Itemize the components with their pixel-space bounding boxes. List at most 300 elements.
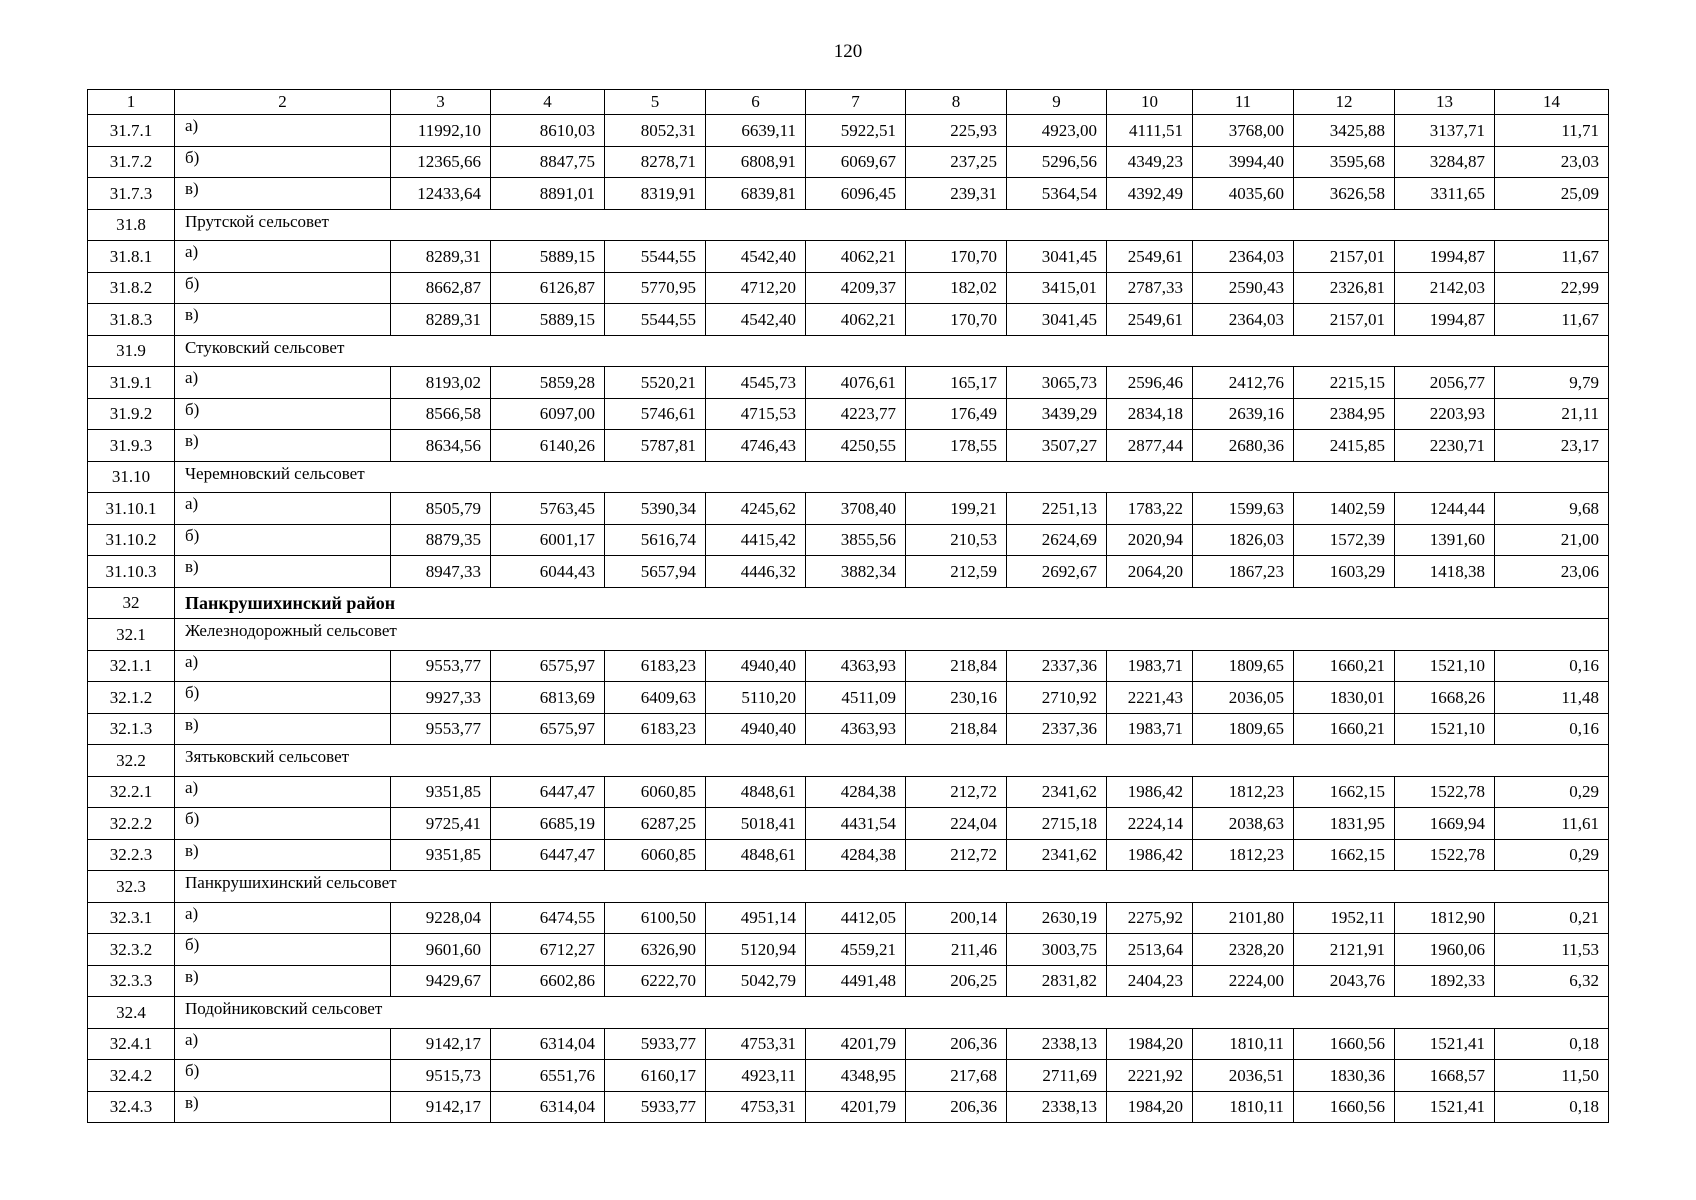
- variant-label: [175, 524, 391, 556]
- value-cell: 3882,34: [806, 556, 906, 588]
- value-cell: 2251,13: [1007, 493, 1107, 525]
- value-cell: 2337,36: [1007, 650, 1107, 682]
- value-cell: 9228,04: [391, 902, 491, 934]
- value-cell: 1984,20: [1107, 1028, 1193, 1060]
- variant-label: [175, 934, 391, 966]
- value-cell: 2121,91: [1294, 934, 1395, 966]
- value-cell: 4209,37: [806, 272, 906, 304]
- value-cell: 2549,61: [1107, 304, 1193, 336]
- table-row: [88, 934, 1609, 966]
- variant-label-text: а): [185, 1029, 199, 1049]
- value-cell: 1783,22: [1107, 493, 1193, 525]
- variant-label: [175, 902, 391, 934]
- row-number: 31.8.1: [88, 241, 175, 273]
- value-cell: 3507,27: [1007, 430, 1107, 462]
- value-cell: 1984,20: [1107, 1091, 1193, 1123]
- section-title: Прутской сельсовет: [175, 209, 1609, 241]
- value-cell: 1986,42: [1107, 839, 1193, 871]
- variant-label-text: а): [185, 903, 199, 923]
- value-cell: 4712,20: [706, 272, 806, 304]
- section-header-row: [88, 335, 1609, 367]
- value-cell: 1391,60: [1395, 524, 1495, 556]
- table-row: [88, 1091, 1609, 1123]
- value-cell: 6183,23: [605, 650, 706, 682]
- row-number: 32.3.2: [88, 934, 175, 966]
- column-number-3: 3: [391, 90, 491, 115]
- column-number-2: 2: [175, 90, 391, 115]
- value-cell: 4923,11: [706, 1060, 806, 1092]
- variant-label-text: б): [185, 683, 200, 703]
- value-cell: 4415,42: [706, 524, 806, 556]
- value-cell: 0,18: [1495, 1028, 1609, 1060]
- value-cell: 2711,69: [1007, 1060, 1107, 1092]
- section-title: Панкрушихинский сельсовет: [175, 871, 1609, 903]
- value-cell: 2834,18: [1107, 398, 1193, 430]
- value-cell: 8289,31: [391, 304, 491, 336]
- value-cell: 9927,33: [391, 682, 491, 714]
- variant-label-text: б): [185, 273, 200, 293]
- value-cell: 2549,61: [1107, 241, 1193, 273]
- table-row: [88, 430, 1609, 462]
- value-cell: 1830,01: [1294, 682, 1395, 714]
- value-cell: 5110,20: [706, 682, 806, 714]
- value-cell: 4715,53: [706, 398, 806, 430]
- value-cell: 6044,43: [491, 556, 605, 588]
- table-row: [88, 1060, 1609, 1092]
- row-number: 31.8.2: [88, 272, 175, 304]
- value-cell: 2831,82: [1007, 965, 1107, 997]
- value-cell: 2338,13: [1007, 1091, 1107, 1123]
- variant-label-text: в): [185, 966, 199, 986]
- value-cell: 9351,85: [391, 776, 491, 808]
- value-cell: 1983,71: [1107, 650, 1193, 682]
- value-cell: 5616,74: [605, 524, 706, 556]
- value-cell: 9429,67: [391, 965, 491, 997]
- value-cell: 1867,23: [1193, 556, 1294, 588]
- value-cell: 1521,10: [1395, 650, 1495, 682]
- value-cell: 4511,09: [806, 682, 906, 714]
- value-cell: 3768,00: [1193, 115, 1294, 147]
- value-cell: 8947,33: [391, 556, 491, 588]
- value-cell: 1662,15: [1294, 839, 1395, 871]
- variant-label-text: а): [185, 116, 199, 136]
- table-row: [88, 272, 1609, 304]
- variant-label: [175, 115, 391, 147]
- value-cell: 6839,81: [706, 178, 806, 210]
- row-number: 32.1.2: [88, 682, 175, 714]
- value-cell: 4062,21: [806, 241, 906, 273]
- value-cell: 2415,85: [1294, 430, 1395, 462]
- value-cell: 4848,61: [706, 839, 806, 871]
- variant-label: [175, 398, 391, 430]
- value-cell: 1830,36: [1294, 1060, 1395, 1092]
- value-cell: 4223,77: [806, 398, 906, 430]
- value-cell: 6060,85: [605, 776, 706, 808]
- value-cell: 5933,77: [605, 1091, 706, 1123]
- value-cell: 22,99: [1495, 272, 1609, 304]
- value-cell: 0,29: [1495, 776, 1609, 808]
- value-cell: 5390,34: [605, 493, 706, 525]
- row-number: 31.9.2: [88, 398, 175, 430]
- value-cell: 2056,77: [1395, 367, 1495, 399]
- section-title: Железнодорожный сельсовет: [175, 619, 1609, 651]
- value-cell: 0,21: [1495, 902, 1609, 934]
- value-cell: 8634,56: [391, 430, 491, 462]
- value-cell: 6140,26: [491, 430, 605, 462]
- value-cell: 1418,38: [1395, 556, 1495, 588]
- value-cell: 8289,31: [391, 241, 491, 273]
- value-cell: 8662,87: [391, 272, 491, 304]
- value-cell: 3855,56: [806, 524, 906, 556]
- value-cell: 2630,19: [1007, 902, 1107, 934]
- value-cell: 2877,44: [1107, 430, 1193, 462]
- value-cell: 210,53: [906, 524, 1007, 556]
- district-title: Панкрушихинский район: [175, 587, 1609, 619]
- table-row: [88, 713, 1609, 745]
- row-number: 32.3: [88, 871, 175, 903]
- value-cell: 1572,39: [1294, 524, 1395, 556]
- value-cell: 2036,05: [1193, 682, 1294, 714]
- value-cell: 1521,10: [1395, 713, 1495, 745]
- value-cell: 170,70: [906, 241, 1007, 273]
- value-cell: 2328,20: [1193, 934, 1294, 966]
- value-cell: 4491,48: [806, 965, 906, 997]
- variant-label-text: в): [185, 840, 199, 860]
- value-cell: 2221,92: [1107, 1060, 1193, 1092]
- value-cell: 23,03: [1495, 146, 1609, 178]
- value-cell: 8052,31: [605, 115, 706, 147]
- value-cell: 170,70: [906, 304, 1007, 336]
- value-cell: 6685,19: [491, 808, 605, 840]
- value-cell: 11,48: [1495, 682, 1609, 714]
- value-cell: 176,49: [906, 398, 1007, 430]
- table-row: [88, 839, 1609, 871]
- value-cell: 2224,14: [1107, 808, 1193, 840]
- value-cell: 1809,65: [1193, 650, 1294, 682]
- value-cell: 6447,47: [491, 776, 605, 808]
- value-cell: 1660,21: [1294, 650, 1395, 682]
- value-cell: 2710,92: [1007, 682, 1107, 714]
- variant-label-text: в): [185, 431, 199, 451]
- value-cell: 8891,01: [491, 178, 605, 210]
- value-cell: 5933,77: [605, 1028, 706, 1060]
- value-cell: 182,02: [906, 272, 1007, 304]
- value-cell: 2224,00: [1193, 965, 1294, 997]
- row-number: 31.9.1: [88, 367, 175, 399]
- value-cell: 2221,43: [1107, 682, 1193, 714]
- variant-label: [175, 776, 391, 808]
- value-cell: 8879,35: [391, 524, 491, 556]
- value-cell: 178,55: [906, 430, 1007, 462]
- variant-label-text: в): [185, 305, 199, 325]
- value-cell: 5544,55: [605, 241, 706, 273]
- variant-label-text: б): [185, 1061, 200, 1081]
- variant-label: [175, 367, 391, 399]
- value-cell: 6326,90: [605, 934, 706, 966]
- section-header-row: [88, 619, 1609, 651]
- value-cell: 5657,94: [605, 556, 706, 588]
- variant-label: [175, 682, 391, 714]
- column-number-8: 8: [906, 90, 1007, 115]
- value-cell: 2020,94: [1107, 524, 1193, 556]
- column-number-6: 6: [706, 90, 806, 115]
- value-cell: 1662,15: [1294, 776, 1395, 808]
- value-cell: 2326,81: [1294, 272, 1395, 304]
- row-number: 32.2.3: [88, 839, 175, 871]
- value-cell: 3708,40: [806, 493, 906, 525]
- value-cell: 23,06: [1495, 556, 1609, 588]
- value-cell: 3311,65: [1395, 178, 1495, 210]
- value-cell: 9142,17: [391, 1091, 491, 1123]
- value-cell: 5296,56: [1007, 146, 1107, 178]
- column-number-11: 11: [1193, 90, 1294, 115]
- value-cell: 21,11: [1495, 398, 1609, 430]
- value-cell: 206,36: [906, 1028, 1007, 1060]
- row-number: 31.8: [88, 209, 175, 241]
- value-cell: 6097,00: [491, 398, 605, 430]
- value-cell: 23,17: [1495, 430, 1609, 462]
- value-cell: 4951,14: [706, 902, 806, 934]
- value-cell: 4542,40: [706, 304, 806, 336]
- value-cell: 5889,15: [491, 304, 605, 336]
- variant-label: [175, 839, 391, 871]
- value-cell: 5746,61: [605, 398, 706, 430]
- value-cell: 4446,32: [706, 556, 806, 588]
- value-cell: 12433,64: [391, 178, 491, 210]
- section-header-row: [88, 997, 1609, 1029]
- table-row: [88, 524, 1609, 556]
- value-cell: 1810,11: [1193, 1028, 1294, 1060]
- value-cell: 2215,15: [1294, 367, 1395, 399]
- table-row: [88, 556, 1609, 588]
- value-cell: 8505,79: [391, 493, 491, 525]
- value-cell: 1599,63: [1193, 493, 1294, 525]
- value-cell: 165,17: [906, 367, 1007, 399]
- value-cell: 3065,73: [1007, 367, 1107, 399]
- value-cell: 6314,04: [491, 1028, 605, 1060]
- value-cell: 6639,11: [706, 115, 806, 147]
- value-cell: 1402,59: [1294, 493, 1395, 525]
- variant-label: [175, 713, 391, 745]
- value-cell: 11,53: [1495, 934, 1609, 966]
- value-cell: 1522,78: [1395, 776, 1495, 808]
- value-cell: 3137,71: [1395, 115, 1495, 147]
- row-number: 32.2.2: [88, 808, 175, 840]
- value-cell: 2513,64: [1107, 934, 1193, 966]
- section-header-row: [88, 461, 1609, 493]
- tariff-table: [87, 89, 1609, 1123]
- variant-label: [175, 272, 391, 304]
- row-number: 32.2.1: [88, 776, 175, 808]
- value-cell: 0,16: [1495, 713, 1609, 745]
- value-cell: 1522,78: [1395, 839, 1495, 871]
- value-cell: 2364,03: [1193, 304, 1294, 336]
- value-cell: 5120,94: [706, 934, 806, 966]
- value-cell: 2203,93: [1395, 398, 1495, 430]
- value-cell: 2337,36: [1007, 713, 1107, 745]
- value-cell: 4753,31: [706, 1028, 806, 1060]
- variant-label-text: в): [185, 1092, 199, 1112]
- value-cell: 5520,21: [605, 367, 706, 399]
- variant-label: [175, 1060, 391, 1092]
- row-number: 31.9: [88, 335, 175, 367]
- table-row: [88, 682, 1609, 714]
- variant-label: [175, 430, 391, 462]
- row-number: 32.1.3: [88, 713, 175, 745]
- value-cell: 6,32: [1495, 965, 1609, 997]
- value-cell: 5364,54: [1007, 178, 1107, 210]
- value-cell: 2364,03: [1193, 241, 1294, 273]
- value-cell: 4848,61: [706, 776, 806, 808]
- value-cell: 4250,55: [806, 430, 906, 462]
- value-cell: 1668,26: [1395, 682, 1495, 714]
- value-cell: 4753,31: [706, 1091, 806, 1123]
- row-number: 31.10: [88, 461, 175, 493]
- value-cell: 239,31: [906, 178, 1007, 210]
- value-cell: 1809,65: [1193, 713, 1294, 745]
- variant-label-text: б): [185, 809, 200, 829]
- variant-label-text: в): [185, 179, 199, 199]
- column-number-1: 1: [88, 90, 175, 115]
- value-cell: 25,09: [1495, 178, 1609, 210]
- value-cell: 2157,01: [1294, 241, 1395, 273]
- value-cell: 224,04: [906, 808, 1007, 840]
- column-number-9: 9: [1007, 90, 1107, 115]
- value-cell: 4559,21: [806, 934, 906, 966]
- value-cell: 4545,73: [706, 367, 806, 399]
- value-cell: 4076,61: [806, 367, 906, 399]
- variant-label-text: б): [185, 399, 200, 419]
- value-cell: 2064,20: [1107, 556, 1193, 588]
- value-cell: 2275,92: [1107, 902, 1193, 934]
- value-cell: 212,72: [906, 839, 1007, 871]
- table-row: [88, 1028, 1609, 1060]
- value-cell: 11,67: [1495, 241, 1609, 273]
- variant-label: [175, 146, 391, 178]
- value-cell: 9601,60: [391, 934, 491, 966]
- value-cell: 6001,17: [491, 524, 605, 556]
- value-cell: 0,29: [1495, 839, 1609, 871]
- value-cell: 9515,73: [391, 1060, 491, 1092]
- value-cell: 0,18: [1495, 1091, 1609, 1123]
- table-body: [88, 90, 1609, 1123]
- value-cell: 200,14: [906, 902, 1007, 934]
- value-cell: 1660,21: [1294, 713, 1395, 745]
- value-cell: 212,59: [906, 556, 1007, 588]
- value-cell: 6069,67: [806, 146, 906, 178]
- variant-label-text: а): [185, 777, 199, 797]
- table-row: [88, 367, 1609, 399]
- value-cell: 4392,49: [1107, 178, 1193, 210]
- row-number: 32.3.3: [88, 965, 175, 997]
- value-cell: 212,72: [906, 776, 1007, 808]
- row-number: 32.4.1: [88, 1028, 175, 1060]
- row-number: 32.4.2: [88, 1060, 175, 1092]
- column-number-14: 14: [1495, 90, 1609, 115]
- variant-label: [175, 556, 391, 588]
- value-cell: 4111,51: [1107, 115, 1193, 147]
- value-cell: 8610,03: [491, 115, 605, 147]
- value-cell: 2038,63: [1193, 808, 1294, 840]
- column-number-4: 4: [491, 90, 605, 115]
- section-header-row: [88, 745, 1609, 777]
- variant-label-text: а): [185, 494, 199, 514]
- value-cell: 8193,02: [391, 367, 491, 399]
- value-cell: 2624,69: [1007, 524, 1107, 556]
- value-cell: 9553,77: [391, 713, 491, 745]
- value-cell: 4940,40: [706, 650, 806, 682]
- table-row: [88, 398, 1609, 430]
- variant-label: [175, 1091, 391, 1123]
- variant-label: [175, 304, 391, 336]
- section-header-row: [88, 871, 1609, 903]
- column-number-header-row: [88, 90, 1609, 115]
- value-cell: 1952,11: [1294, 902, 1395, 934]
- value-cell: 1669,94: [1395, 808, 1495, 840]
- section-title: Зятьковский сельсовет: [175, 745, 1609, 777]
- row-number: 31.10.3: [88, 556, 175, 588]
- value-cell: 6575,97: [491, 713, 605, 745]
- table-row: [88, 650, 1609, 682]
- row-number: 32.1: [88, 619, 175, 651]
- value-cell: 1521,41: [1395, 1028, 1495, 1060]
- value-cell: 3595,68: [1294, 146, 1395, 178]
- table-row: [88, 115, 1609, 147]
- value-cell: 8566,58: [391, 398, 491, 430]
- variant-label-text: в): [185, 557, 199, 577]
- value-cell: 4348,95: [806, 1060, 906, 1092]
- value-cell: 6100,50: [605, 902, 706, 934]
- column-number-5: 5: [605, 90, 706, 115]
- value-cell: 5889,15: [491, 241, 605, 273]
- value-cell: 2341,62: [1007, 839, 1107, 871]
- table-row: [88, 965, 1609, 997]
- value-cell: 2338,13: [1007, 1028, 1107, 1060]
- table-row: [88, 776, 1609, 808]
- variant-label: [175, 808, 391, 840]
- value-cell: 4363,93: [806, 713, 906, 745]
- value-cell: 217,68: [906, 1060, 1007, 1092]
- value-cell: 11,61: [1495, 808, 1609, 840]
- value-cell: 1812,90: [1395, 902, 1495, 934]
- value-cell: 4245,62: [706, 493, 806, 525]
- value-cell: 2680,36: [1193, 430, 1294, 462]
- value-cell: 2157,01: [1294, 304, 1395, 336]
- value-cell: 3425,88: [1294, 115, 1395, 147]
- value-cell: 1994,87: [1395, 304, 1495, 336]
- value-cell: 6712,27: [491, 934, 605, 966]
- value-cell: 4284,38: [806, 839, 906, 871]
- value-cell: 3284,87: [1395, 146, 1495, 178]
- variant-label: [175, 178, 391, 210]
- row-number: 32.2: [88, 745, 175, 777]
- variant-label-text: а): [185, 242, 199, 262]
- value-cell: 4746,43: [706, 430, 806, 462]
- value-cell: 5770,95: [605, 272, 706, 304]
- value-cell: 6183,23: [605, 713, 706, 745]
- value-cell: 2142,03: [1395, 272, 1495, 304]
- variant-label-text: а): [185, 368, 199, 388]
- value-cell: 5042,79: [706, 965, 806, 997]
- page-number: 120: [833, 41, 863, 62]
- variant-label: [175, 650, 391, 682]
- table-row: [88, 493, 1609, 525]
- value-cell: 1812,23: [1193, 776, 1294, 808]
- value-cell: 1960,06: [1395, 934, 1495, 966]
- value-cell: 1983,71: [1107, 713, 1193, 745]
- row-number: 31.7.1: [88, 115, 175, 147]
- value-cell: 4940,40: [706, 713, 806, 745]
